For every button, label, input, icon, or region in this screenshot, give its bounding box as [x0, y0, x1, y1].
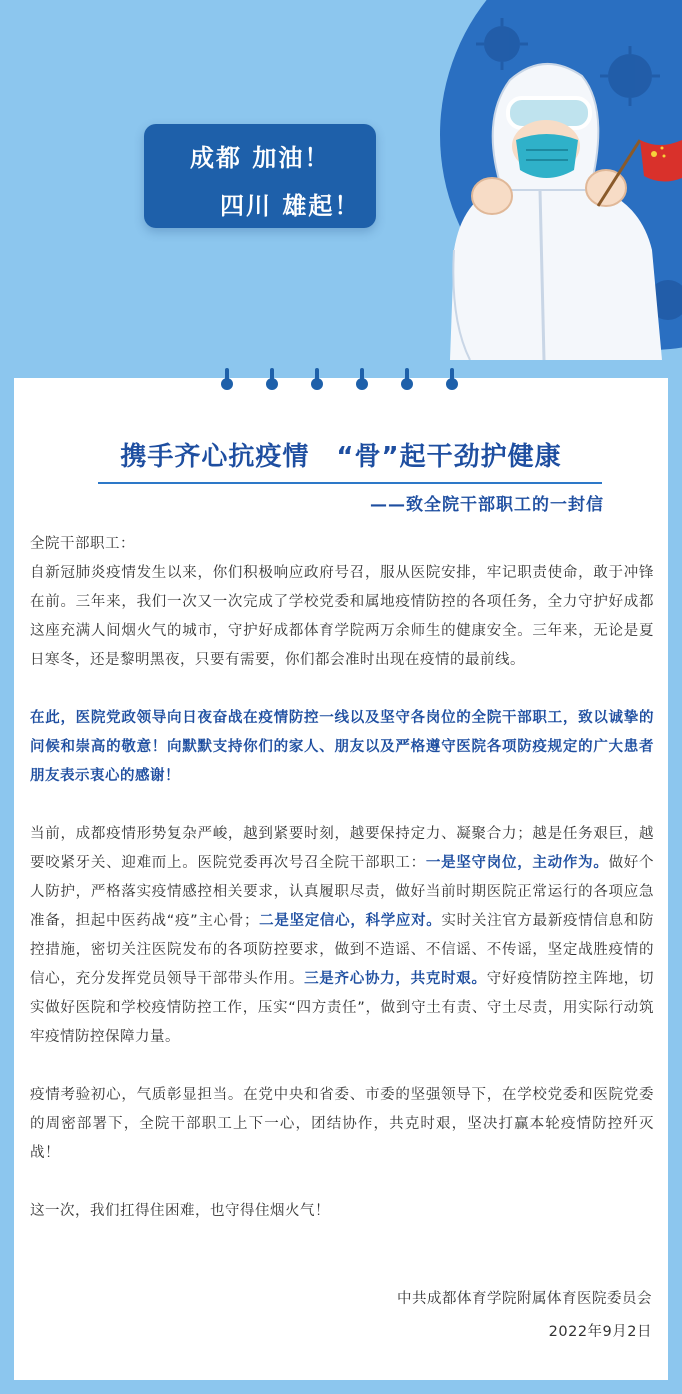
paragraph-3-text: 当前，成都疫情形势复杂严峻，越到紧要时刻，越要保持定力、凝聚合力；越是任务艰巨，越要咬紧牙关、迎难而上。医院党委再次号召全院干部职工： — [30, 826, 654, 871]
binder-ring-icon — [446, 378, 458, 390]
paragraph-3-text: 做好个人防护，严格落实疫情感控相关要求，认真履职尽责，做好当前时期医院正常运行的各项应急准备，担起中医药战“疫”主心骨； — [30, 855, 655, 929]
paragraph-3-text: 实时关注官方最新疫情信息和防控措施，密切关注医院发布的各项防控要求，做到不造谣、不信谣、不传谣，坚定战胜疫情的信心，充分发挥党员领导干部带头作用。 — [30, 913, 655, 987]
signature-date: 2022年9月2日 — [548, 1324, 652, 1340]
binder-ring-icon — [311, 378, 323, 390]
medical-worker-illustration — [440, 0, 682, 360]
paragraph-3-text: 守好疫情防控主阵地，切实做好医院和学校疫情防控工作，压实“四方责任”，做到守土有责、守土尽责，用实际行动筑牢疫情防控保障力量。 — [30, 971, 655, 1045]
paragraph-3-emphasis: 一是坚守岗位，主动作为。 — [425, 855, 609, 871]
paragraph-3 — [30, 820, 654, 1052]
slogan-line-2: 四川 雄起！ — [220, 192, 361, 220]
binder-ring-icon — [401, 378, 413, 390]
slogan-line-1: 成都 加油！ — [190, 144, 331, 172]
paragraph-3-emphasis: 三是齐心协力，共克时艰。 — [304, 971, 487, 987]
poster-header — [0, 0, 682, 380]
binder-ring-icon — [221, 378, 233, 390]
paragraph-3-emphasis: 二是坚定信心，科学应对。 — [258, 913, 442, 929]
paragraph-2-highlight: 在此，医院党政领导向日夜奋战在疫情防控一线以及坚守各岗位的全院干部职工，致以诚挚的问候和崇高的敬意！向默默支持你们的家人、朋友以及严格遵守医院各项防疫规定的广大患者朋友表示衷心的感谢！ — [30, 710, 654, 784]
letter-body — [30, 530, 654, 1255]
paragraph-5: 这一次，我们扛得住困难，也守得住烟火气！ — [30, 1203, 330, 1219]
letter-card — [14, 378, 668, 1380]
letter-greeting: 全院干部职工： — [30, 536, 135, 552]
binder-ring-icon — [266, 378, 278, 390]
title-divider — [98, 482, 602, 484]
letter-title: 携手齐心抗疫情 “骨”起干劲护健康 — [120, 442, 562, 472]
letter-subtitle: ——致全院干部职工的一封信 — [370, 495, 604, 515]
letter-signature — [397, 1283, 652, 1349]
binder-ring-icon — [356, 378, 368, 390]
slogan-banner — [144, 124, 376, 228]
paragraph-1: 自新冠肺炎疫情发生以来，你们积极响应政府号召，服从医院安排，牢记职责使命，敢于冲锋在前。三年来，我们一次又一次完成了学校党委和属地疫情防控的各项任务，全力守护好成都这座充满人间烟火气的城市，守护好成都体育学院两万余师生的健康安全。三年来，无论是夏日寒冬，还是黎明黑夜，只要有需要，你们都会准时出现在疫情的最前线。 — [30, 565, 654, 668]
signature-organization: 中共成都体育学院附属体育医院委员会 — [397, 1291, 652, 1307]
paragraph-4: 疫情考验初心，气质彰显担当。在党中央和省委、市委的坚强领导下，在学校党委和医院党委的周密部署下，全院干部职工上下一心，团结协作，共克时艰，坚决打赢本轮疫情防控歼灭战！ — [30, 1087, 654, 1161]
binder-rings — [14, 370, 668, 400]
